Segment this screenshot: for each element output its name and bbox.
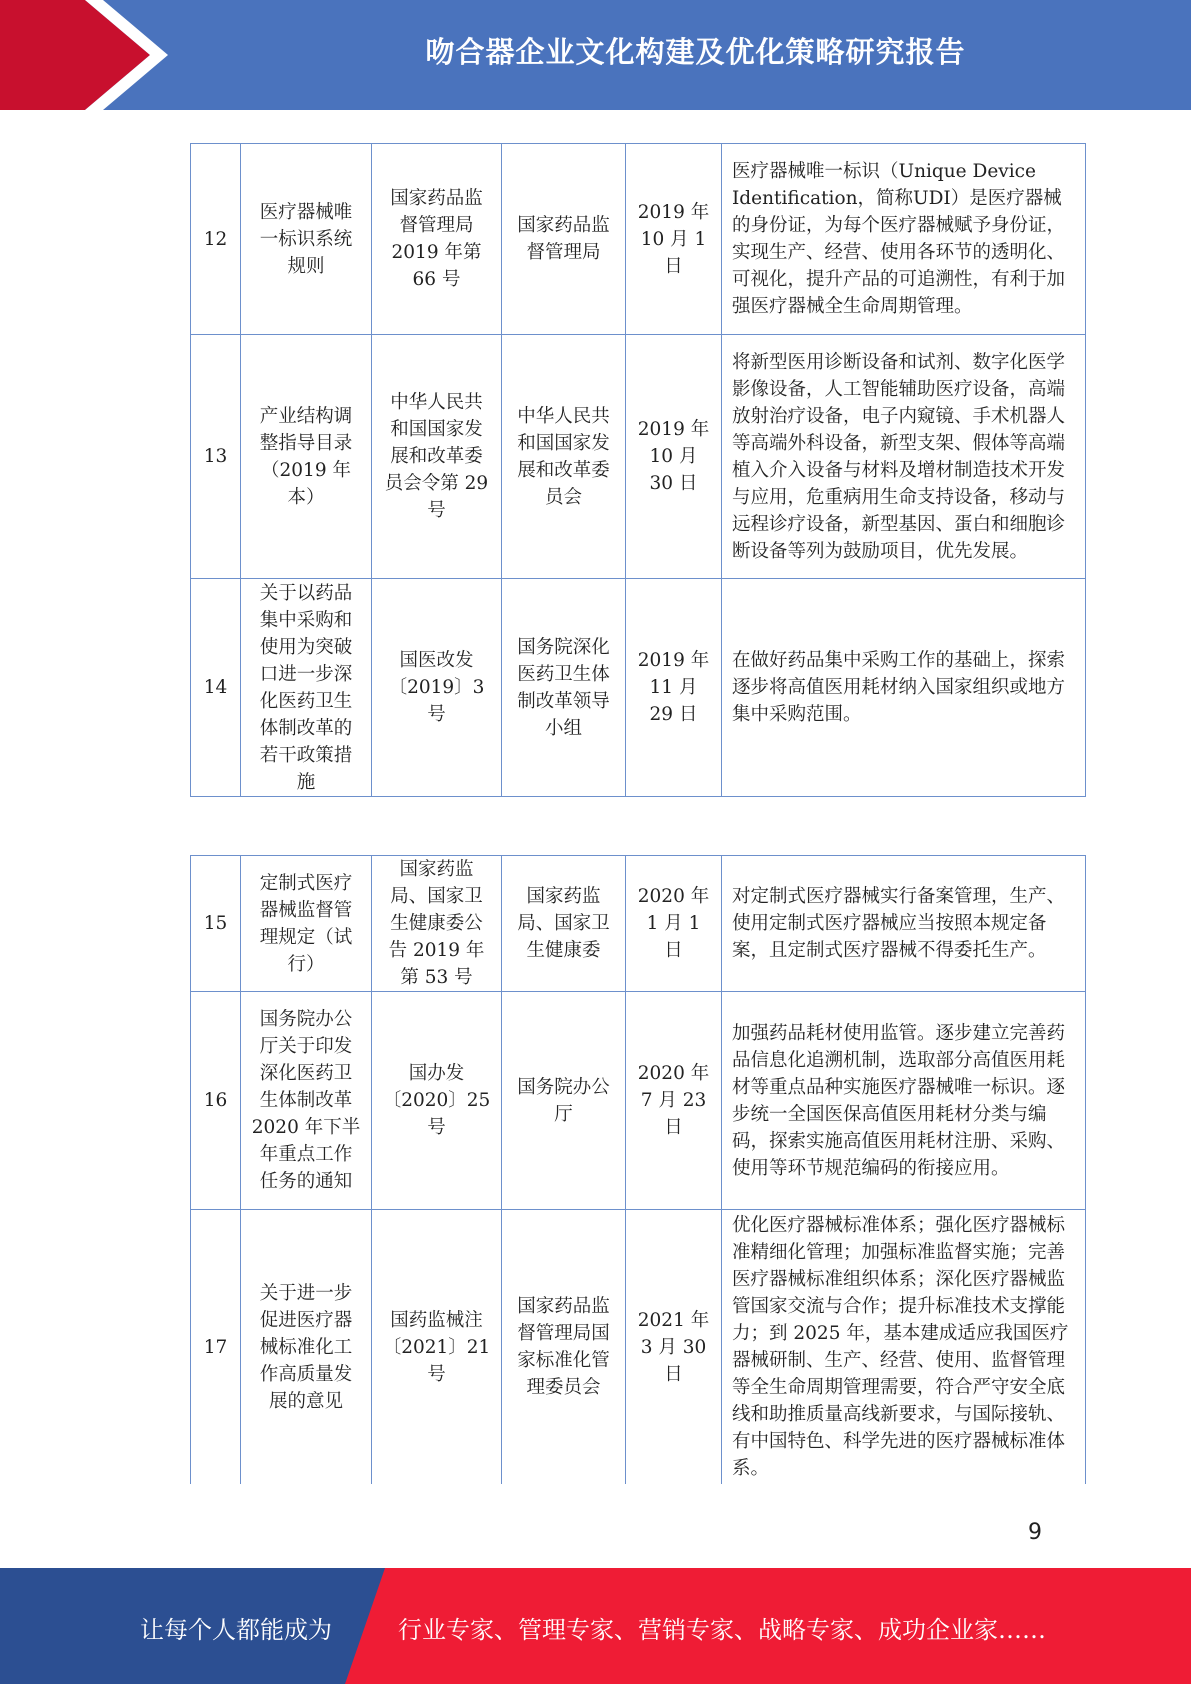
policy-name: 关于以药品集中采购和使用为突破口进一步深化医药卫生体制改革的若干政策措施 — [241, 579, 372, 797]
page-footer — [0, 1568, 1191, 1684]
policy-name: 定制式医疗器械监督管理规定（试行） — [241, 856, 372, 992]
page-title: 吻合器企业文化构建及优化策略研究报告 — [425, 35, 966, 69]
issuing-body: 中华人民共和国国家发展和改革委员会 — [502, 335, 626, 579]
document-number: 中华人民共和国国家发展和改革委员会令第 29 号 — [372, 335, 502, 579]
policy-content: 加强药品耗材使用监管。逐步建立完善药品信息化追溯机制，选取部分高值医用耗材等重点品种实施医疗器械唯一标识。逐步统一全国医保高值医用耗材分类与编码，探索实施高值医用耗材注册、采购、使用等环节规范编码的衔接应用。 — [722, 992, 1086, 1210]
table-row — [191, 992, 1086, 1210]
page-header — [0, 0, 1191, 110]
effective-date: 2019 年 10 月 1 日 — [626, 144, 722, 335]
effective-date: 2020 年 1 月 1 日 — [626, 856, 722, 992]
table-row — [191, 856, 1086, 992]
footer-slogan-left: 让每个人都能成为 — [140, 1616, 332, 1644]
policy-content: 将新型医用诊断设备和试剂、数字化医学影像设备，人工智能辅助医疗设备，高端放射治疗设备，电子内窥镜、手术机器人等高端外科设备，新型支架、假体等高端植入介入设备与材料及增材制造技术开发与应用，危重病用生命支持设备，移动与远程诊疗设备，新型基因、蛋白和细胞诊断设备等列为鼓励项目，优先发展。 — [722, 335, 1086, 579]
issuing-body: 国务院深化医药卫生体制改革领导小组 — [502, 579, 626, 797]
document-number: 国医改发〔2019〕3 号 — [372, 579, 502, 797]
issuing-body: 国家药品监督管理局 — [502, 144, 626, 335]
document-number: 国家药监局、国家卫生健康委公告 2019 年第 53 号 — [372, 856, 502, 992]
issuing-body: 国务院办公厅 — [502, 992, 626, 1210]
table-row — [191, 1210, 1086, 1485]
table-row — [191, 144, 1086, 335]
row-number: 12 — [191, 144, 241, 335]
policy-name: 医疗器械唯一标识系统规则 — [241, 144, 372, 335]
row-number: 16 — [191, 992, 241, 1210]
policy-name: 产业结构调整指导目录（2019 年本） — [241, 335, 372, 579]
row-number: 14 — [191, 579, 241, 797]
policy-content: 优化医疗器械标准体系；强化医疗器械标准精细化管理；加强标准监督实施；完善医疗器械标准组织体系；深化医疗器械监管国家交流与合作；提升标准技术支撑能力；到 2025 年，基本建成适应我国医疗器械研制、生产、经营、使用、监督管理等全生命周期管理需要，符合严守安全底线和助推质量高线新要求，与国际接轨、有中国特色、科学先进的医疗器械标准体系。 — [722, 1210, 1086, 1485]
policy-table-part-1 — [190, 143, 1086, 797]
policy-content: 对定制式医疗器械实行备案管理，生产、使用定制式医疗器械应当按照本规定备案，且定制式医疗器械不得委托生产。 — [722, 856, 1086, 992]
table-row — [191, 335, 1086, 579]
row-number: 15 — [191, 856, 241, 992]
row-number: 17 — [191, 1210, 241, 1485]
page-number: 9 — [1028, 1520, 1042, 1545]
footer-slogan-right: 行业专家、管理专家、营销专家、战略专家、成功企业家…… — [398, 1616, 1046, 1644]
row-number: 13 — [191, 335, 241, 579]
policy-table-part-2 — [190, 855, 1086, 1484]
table-row — [191, 579, 1086, 797]
document-number: 国办发〔2020〕25 号 — [372, 992, 502, 1210]
effective-date: 2020 年 7 月 23 日 — [626, 992, 722, 1210]
policy-name: 关于进一步促进医疗器械标准化工作高质量发展的意见 — [241, 1210, 372, 1485]
document-number: 国药监械注〔2021〕21 号 — [372, 1210, 502, 1485]
policy-name: 国务院办公厅关于印发深化医药卫生体制改革 2020 年下半年重点工作任务的通知 — [241, 992, 372, 1210]
effective-date: 2019 年 11 月 29 日 — [626, 579, 722, 797]
effective-date: 2021 年 3 月 30 日 — [626, 1210, 722, 1485]
policy-content: 在做好药品集中采购工作的基础上，探索逐步将高值医用耗材纳入国家组织或地方集中采购范围。 — [722, 579, 1086, 797]
document-number: 国家药品监督管理局 2019 年第 66 号 — [372, 144, 502, 335]
issuing-body: 国家药监局、国家卫生健康委 — [502, 856, 626, 992]
issuing-body: 国家药品监督管理局国家标准化管理委员会 — [502, 1210, 626, 1485]
policy-content: 医疗器械唯一标识（Unique Device Identification，简称UDI）是医疗器械的身份证，为每个医疗器械赋予身份证，实现生产、经营、使用各环节的透明化、可视化，提升产品的可追溯性，有利于加强医疗器械全生命周期管理。 — [722, 144, 1086, 335]
effective-date: 2019 年 10 月 30 日 — [626, 335, 722, 579]
